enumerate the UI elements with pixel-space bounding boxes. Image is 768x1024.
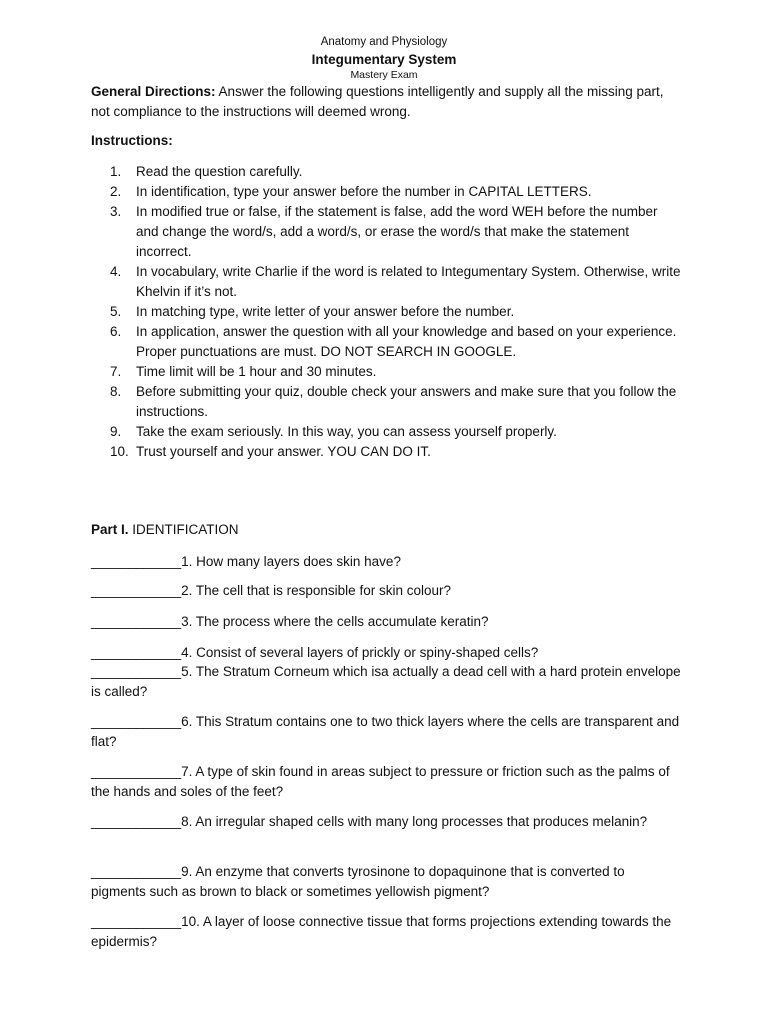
instruction-number: 1. xyxy=(110,164,122,179)
instruction-number: 6. xyxy=(110,324,122,339)
instruction-item xyxy=(91,182,681,202)
instruction-text: In vocabulary, write Charlie if the word is related to Integumentary System. Otherwise, write Khelvin if it’s not. xyxy=(136,264,681,299)
instruction-number: 3. xyxy=(110,204,122,219)
instruction-text: Before submitting your quiz, double check your answers and make sure that you follow the instructions. xyxy=(136,384,677,419)
instruction-item xyxy=(91,382,681,422)
general-directions-label: General Directions: xyxy=(91,84,216,99)
identification-question: ____________8. An irregular shaped cells with many long processes that produces melanin? xyxy=(91,814,648,829)
identification-question: ____________7. A type of skin found in areas subject to pressure or friction such as the palms of the hands and soles of the feet? xyxy=(91,764,670,799)
instruction-item xyxy=(91,422,681,442)
identification-question: ____________2. The cell that is responsible for skin colour? xyxy=(91,583,451,598)
instruction-number: 8. xyxy=(110,384,122,399)
general-directions xyxy=(91,82,681,122)
instruction-text: Take the exam seriously. In this way, you can assess yourself properly. xyxy=(136,424,557,439)
instruction-item xyxy=(91,162,681,182)
part-label: Part I. xyxy=(91,522,129,537)
instruction-item xyxy=(91,202,681,262)
course-subject: Anatomy and Physiology xyxy=(320,36,448,48)
instruction-text: Read the question carefully. xyxy=(136,164,303,179)
identification-question: ____________1. How many layers does skin have? xyxy=(91,554,401,569)
part-heading xyxy=(91,522,239,537)
exam-subtitle: Mastery Exam xyxy=(350,69,418,81)
instruction-item xyxy=(91,442,681,462)
identification-question: ____________6. This Stratum contains one to two thick layers where the cells are transparent and flat? xyxy=(91,714,680,749)
instruction-text: Trust yourself and your answer. YOU CAN DO IT. xyxy=(136,444,431,459)
identification-question: ____________10. A layer of loose connective tissue that forms projections extending towards the epidermis? xyxy=(91,914,672,949)
instructions-label: Instructions: xyxy=(91,133,173,148)
identification-question: ____________4. Consist of several layers of prickly or spiny-shaped cells? xyxy=(91,645,539,660)
instruction-number: 4. xyxy=(110,264,122,279)
instruction-text: In application, answer the question with all your knowledge and based on your experience. Proper punctuations are must. DO NOT SEARCH IN GOOGLE. xyxy=(136,324,677,359)
instructions-list xyxy=(91,162,681,462)
instruction-text: In matching type, write letter of your answer before the number. xyxy=(136,304,515,319)
instruction-item xyxy=(91,322,681,362)
instruction-item xyxy=(91,362,681,382)
instruction-number: 2. xyxy=(110,184,122,199)
instruction-text: Time limit will be 1 hour and 30 minutes. xyxy=(136,364,377,379)
instruction-text: In identification, type your answer before the number in CAPITAL LETTERS. xyxy=(136,184,592,199)
exam-title: Integumentary System xyxy=(311,52,457,67)
instruction-item xyxy=(91,302,681,322)
instruction-number: 5. xyxy=(110,304,122,319)
part-title: IDENTIFICATION xyxy=(128,522,239,537)
instruction-item xyxy=(91,262,681,302)
identification-question: ____________5. The Stratum Corneum which isa actually a dead cell with a hard protein envelope is called? xyxy=(91,664,681,699)
instruction-number: 10. xyxy=(110,444,129,459)
instruction-number: 7. xyxy=(110,364,122,379)
identification-question: ____________3. The process where the cells accumulate keratin? xyxy=(91,614,489,629)
instruction-text: In modified true or false, if the statement is false, add the word WEH before the number and change the word/s, add a word/s, or erase the word/s that make the statement incorrect. xyxy=(136,204,658,259)
general-directions-text: Answer the following questions intelligently and supply all the missing part, not compliance to the instructions will deemed wrong. xyxy=(91,84,664,119)
instruction-number: 9. xyxy=(110,424,122,439)
identification-question: ____________9. An enzyme that converts tyrosinone to dopaquinone that is converted to pigments such as brown to black or sometimes yellowish pigment? xyxy=(91,864,625,899)
